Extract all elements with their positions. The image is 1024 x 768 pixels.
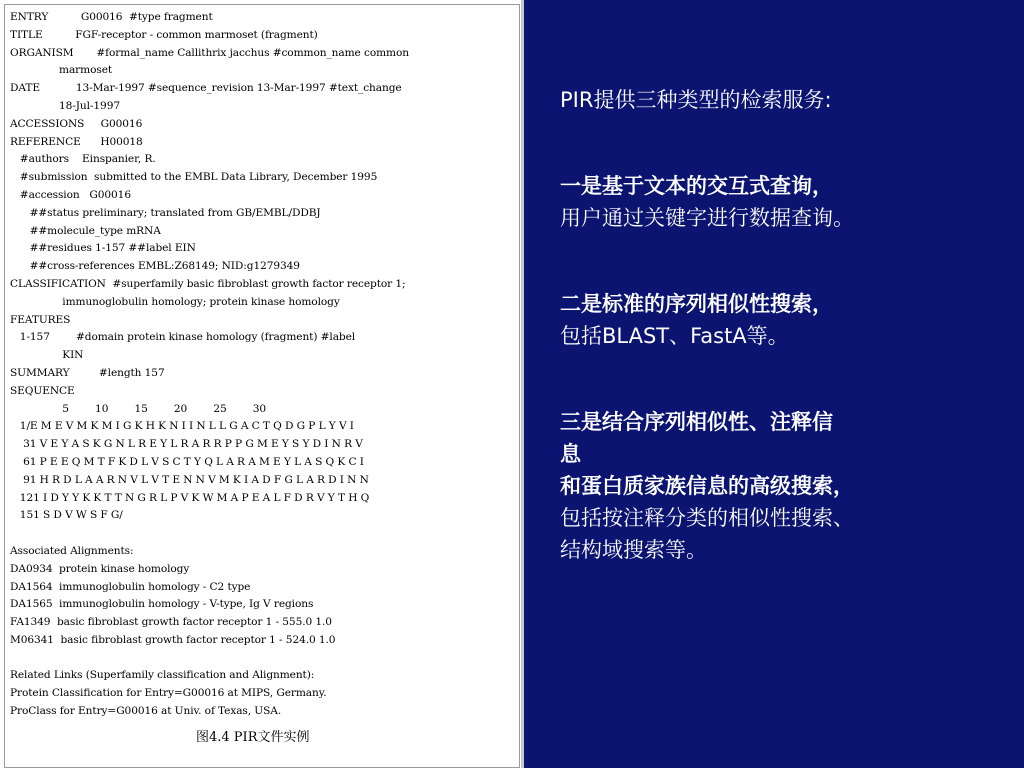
pir-line: ##molecule_type mRNA: [10, 224, 161, 237]
pir-line: Protein Classification for Entry=G00016 at MIPS, Germany.: [10, 687, 327, 700]
pir-line: 5 10 15 20 25 30: [10, 402, 267, 415]
item3-heading: 三是结合序列相似性、注释信: [560, 410, 833, 434]
pir-line: Associated Alignments:: [10, 544, 134, 557]
pir-line: #authors Einspanier, R.: [10, 153, 156, 166]
pir-line: SUMMARY #length 157: [10, 366, 165, 379]
item1-detail: 用户通过关键字进行数据查询。: [560, 206, 854, 230]
pir-line: CLASSIFICATION #superfamily basic fibroblast growth factor receptor 1;: [10, 277, 406, 290]
pir-entry-text: [10, 9, 520, 721]
item2-heading: 二是标准的序列相似性搜索，: [560, 292, 833, 316]
pir-line: ORGANISM #formal_name Callithrix jacchus #common_name common: [10, 46, 409, 59]
pir-line: [10, 525, 520, 543]
pir-line: [10, 650, 520, 668]
pir-line: SEQUENCE: [10, 384, 75, 397]
item3-heading-cont: 息: [560, 442, 581, 466]
item3-detail-2: 结构域搜索等。: [560, 538, 707, 562]
pir-line: 18-Jul-1997: [10, 99, 120, 112]
pir-line: DA0934 protein kinase homology: [10, 562, 190, 575]
pir-line: 1/E M E V M K M I G K H K N I I N L L G A C T Q D G P L Y V I: [10, 420, 354, 433]
pir-line: 121 I D Y Y K K T T N G R L P V K W M A P E A L F D R V Y T H Q: [10, 491, 370, 504]
pir-line: FA1349 basic fibroblast growth factor receptor 1 - 555.0 1.0: [10, 616, 332, 629]
item1-heading: 一是基于文本的交互式查询，: [560, 174, 833, 198]
pir-line: immunoglobulin homology; protein kinase homology: [10, 295, 340, 308]
pir-line: DA1564 immunoglobulin homology - C2 type: [10, 580, 251, 593]
pir-line: 1-157 #domain protein kinase homology (fragment) #label: [10, 331, 356, 344]
pir-line: ##status preliminary; translated from GB/EMBL/DDBJ: [10, 206, 321, 219]
pir-line: M06341 basic fibroblast growth factor receptor 1 - 524.0 1.0: [10, 633, 336, 646]
pir-line: ENTRY G00016 #type fragment: [10, 11, 213, 23]
pir-line: FEATURES: [10, 313, 71, 326]
pir-line: marmoset: [10, 64, 113, 77]
slide-text-panel: [560, 84, 980, 566]
pir-line: 151 S D V W S F G/: [10, 509, 123, 522]
pir-line: TITLE FGF-receptor - common marmoset (fragment): [10, 28, 318, 41]
item3-heading-2: 和蛋白质家族信息的高级搜索，: [560, 474, 854, 498]
pir-line: ACCESSIONS G00016: [10, 117, 143, 130]
item3-detail: 包括按注释分类的相似性搜索、: [560, 506, 854, 530]
pir-line: 91 H R D L A A R N V L V T E N N V M K I A D F G L A R D I N N: [10, 473, 369, 486]
pir-line: KIN: [10, 349, 84, 362]
pir-line: REFERENCE H00018: [10, 135, 143, 148]
pir-line: ProClass for Entry=G00016 at Univ. of Texas, USA.: [10, 705, 282, 718]
pir-line: ##residues 1-157 ##label EIN: [10, 242, 196, 255]
pir-line: Related Links (Superfamily classification and Alignment):: [10, 669, 315, 682]
pir-line: 61 P E E Q M T F K D L V S C T Y Q L A R A M E Y L A S Q K C I: [10, 455, 364, 468]
pir-line: ##cross-references EMBL:Z68149; NID:g1279349: [10, 260, 300, 273]
figure-caption: 图4.4 PIR文件实例: [196, 730, 310, 745]
intro-text: PIR提供三种类型的检索服务:: [560, 88, 832, 112]
pir-line: 31 V E Y A S K G N L R E Y L R A R R P P G M E Y S Y D I N R V: [10, 438, 363, 451]
pir-line: #accession G00016: [10, 188, 131, 201]
pir-line: DATE 13-Mar-1997 #sequence_revision 13-Mar-1997 #text_change: [10, 82, 402, 95]
pir-line: #submission submitted to the EMBL Data Library, December 1995: [10, 171, 378, 184]
item2-detail: 包括BLAST、FastA等。: [560, 324, 789, 348]
pir-line: DA1565 immunoglobulin homology - V-type, Ig V regions: [10, 598, 314, 611]
